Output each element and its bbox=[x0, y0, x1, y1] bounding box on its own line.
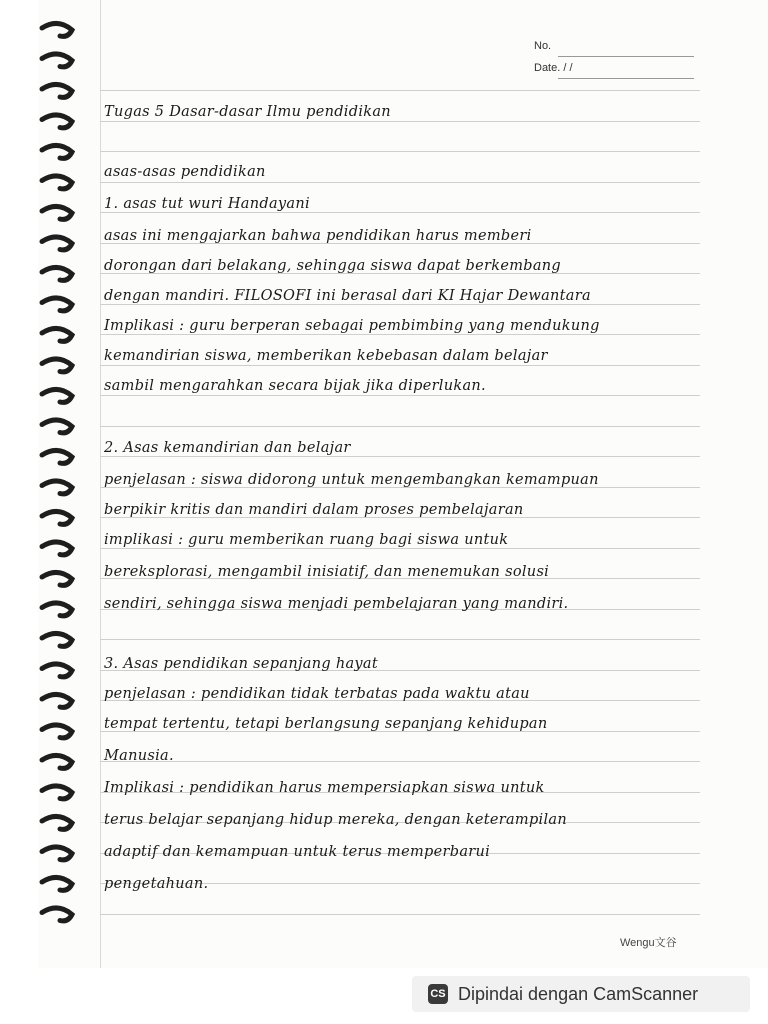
section-2-heading: 2. Asas kemandirian dan belajar bbox=[104, 440, 351, 456]
ruled-line bbox=[100, 90, 700, 91]
spiral-ring bbox=[42, 542, 72, 555]
section-1-line-5: kemandirian siswa, memberikan kebebasan dalam belajar bbox=[104, 348, 548, 364]
section-3-line-2: tempat tertentu, tetapi berlangsung sepanjang kehidupan bbox=[104, 716, 548, 732]
spiral-ring bbox=[42, 877, 72, 890]
spiral-ring bbox=[42, 603, 72, 616]
section-1-line-6: sambil mengarahkan secara bijak jika diperlukan. bbox=[104, 378, 486, 394]
section-3-line-6: adaptif dan kemampuan untuk terus memperbarui bbox=[104, 844, 491, 860]
ruled-line bbox=[100, 182, 700, 183]
spiral-ring bbox=[42, 206, 72, 219]
section-1-line-1: asas ini mengajarkan bahwa pendidikan harus memberi bbox=[104, 228, 532, 244]
ruled-line bbox=[100, 151, 700, 152]
ruled-line bbox=[100, 304, 700, 305]
section-3-line-7: pengetahuan. bbox=[104, 876, 209, 892]
spiral-ring bbox=[42, 420, 72, 433]
spiral-ring bbox=[42, 481, 72, 494]
spiral-ring bbox=[42, 23, 72, 36]
section-1-line-4: Implikasi : guru berperan sebagai pembimbing yang mendukung bbox=[104, 318, 600, 334]
ruled-line bbox=[100, 121, 700, 122]
section-1-heading: 1. asas tut wuri Handayani bbox=[104, 196, 310, 212]
ruled-line bbox=[100, 365, 700, 366]
spiral-ring bbox=[42, 328, 72, 341]
ruled-line bbox=[100, 761, 700, 762]
section-2-line-4: bereksplorasi, mengambil inisiatif, dan menemukan solusi bbox=[104, 564, 550, 580]
ruled-line bbox=[100, 914, 700, 915]
spiral-ring bbox=[42, 298, 72, 311]
spiral-ring bbox=[42, 786, 72, 799]
no-label: No. bbox=[534, 40, 552, 52]
spiral-ring bbox=[42, 176, 72, 189]
camscanner-badge bbox=[412, 976, 750, 1012]
ruled-line bbox=[100, 334, 700, 335]
section-2-line-3: implikasi : guru memberikan ruang bagi siswa untuk bbox=[104, 532, 509, 548]
spiral-ring bbox=[42, 694, 72, 707]
spiral-ring bbox=[42, 145, 72, 158]
date-label: Date. / / bbox=[534, 62, 573, 74]
spiral-ring bbox=[42, 908, 72, 921]
spiral-ring bbox=[42, 755, 72, 768]
ruled-line bbox=[100, 639, 700, 640]
section-3-line-4: Implikasi : pendidikan harus mempersiapkan siswa untuk bbox=[104, 780, 545, 796]
spiral-ring bbox=[42, 633, 72, 646]
section-1-line-3: dengan mandiri. FILOSOFI ini berasal dari KI Hajar Dewantara bbox=[104, 288, 591, 304]
spiral-ring bbox=[42, 359, 72, 372]
section-3-line-3: Manusia. bbox=[104, 748, 174, 764]
date-line bbox=[558, 78, 694, 79]
spiral-ring bbox=[42, 237, 72, 250]
notes-title: Tugas 5 Dasar-dasar Ilmu pendidikan bbox=[104, 104, 391, 120]
ruled-line bbox=[100, 395, 700, 396]
spiral-ring bbox=[42, 664, 72, 677]
spiral-ring bbox=[42, 84, 72, 97]
ruled-line bbox=[100, 212, 700, 213]
section-1-line-2: dorongan dari belakang, sehingga siswa dapat berkembang bbox=[104, 258, 561, 274]
spiral-ring bbox=[42, 847, 72, 860]
section-2-line-1: penjelasan : siswa didorong untuk mengembangkan kemampuan bbox=[104, 472, 599, 488]
notes-topic: asas-asas pendidikan bbox=[104, 164, 266, 180]
ruled-line bbox=[100, 548, 700, 549]
spiral-ring bbox=[42, 511, 72, 524]
spiral-binding bbox=[36, 0, 86, 968]
section-3-heading: 3. Asas pendidikan sepanjang hayat bbox=[104, 656, 378, 672]
section-2-line-5: sendiri, sehingga siswa menjadi pembelajaran yang mandiri. bbox=[104, 596, 569, 612]
spiral-ring bbox=[42, 725, 72, 738]
ruled-line bbox=[100, 456, 700, 457]
section-3-line-1: penjelasan : pendidikan tidak terbatas pada waktu atau bbox=[104, 686, 530, 702]
notebook-brand: Wengu文谷 bbox=[620, 937, 677, 949]
section-2-line-2: berpikir kritis dan mandiri dalam proses pembelajaran bbox=[104, 502, 524, 518]
spiral-ring bbox=[42, 450, 72, 463]
no-line bbox=[558, 56, 694, 57]
page-header bbox=[534, 40, 573, 84]
spiral-ring bbox=[42, 115, 72, 128]
spiral-ring bbox=[42, 389, 72, 402]
camscanner-icon: CS bbox=[428, 984, 448, 1004]
section-3-line-5: terus belajar sepanjang hidup mereka, dengan keterampilan bbox=[104, 812, 568, 828]
camscanner-label: Dipindai dengan CamScanner bbox=[458, 984, 699, 1004]
spiral-ring bbox=[42, 572, 72, 585]
spiral-ring bbox=[42, 816, 72, 829]
spiral-ring bbox=[42, 54, 72, 67]
ruled-line bbox=[100, 426, 700, 427]
spiral-ring bbox=[42, 267, 72, 280]
